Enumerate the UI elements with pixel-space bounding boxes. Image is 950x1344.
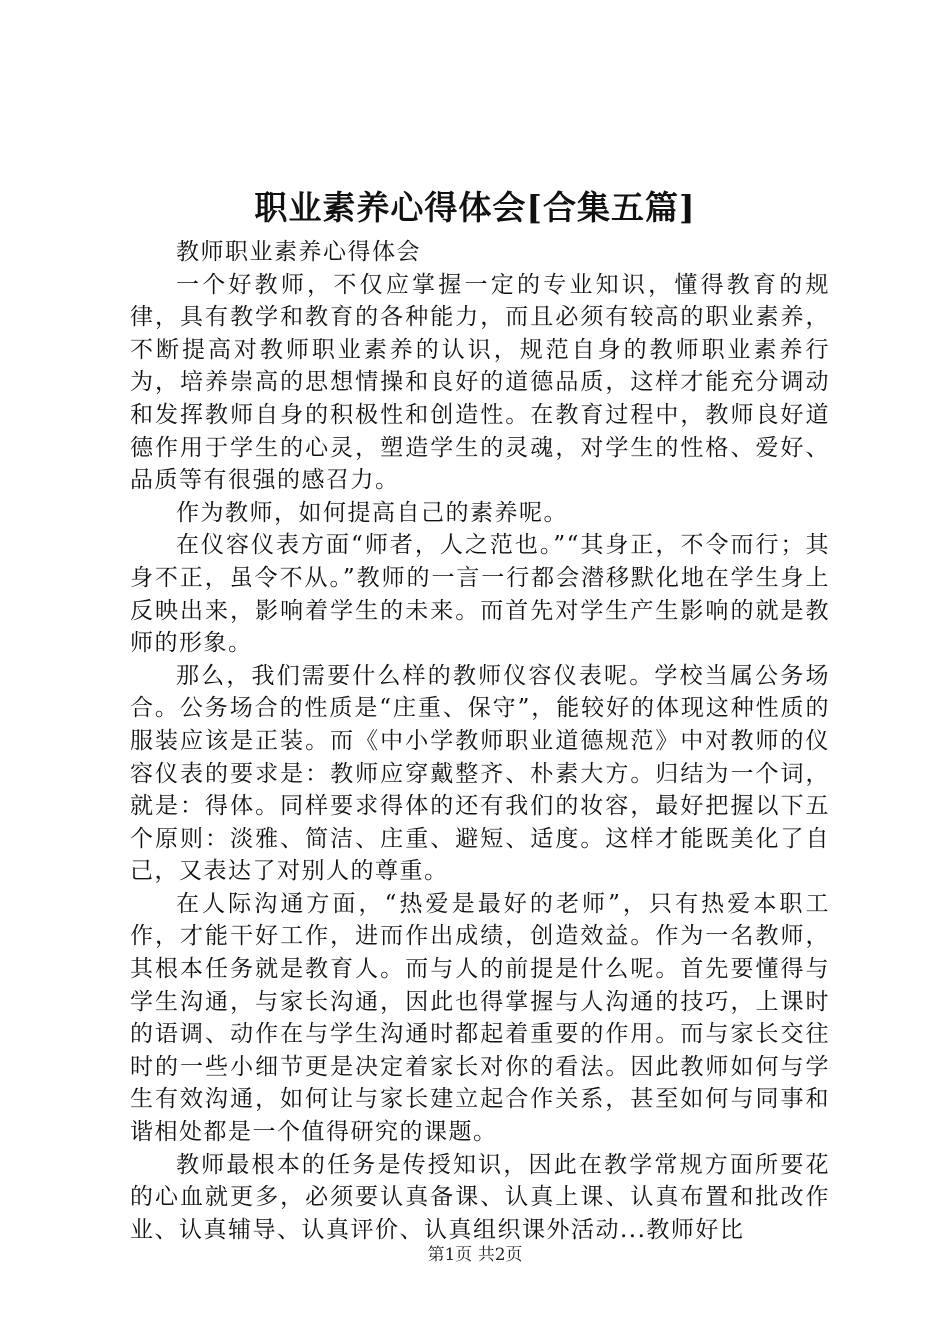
document-body [130, 236, 830, 1246]
paragraph: 教师最根本的任务是传授知识，因此在教学常规方面所要花的心血就更多，必须要认真备课、认真上课、认真布置和批改作业、认真辅导、认真评价、认真组织课外活动...教师好比 [130, 1151, 830, 1243]
paragraph: 在仪容仪表方面“师者，人之范也。”“其身正，不令而行；其身不正，虽令不从。”教师的一言一行都会潜移默化地在学生身上反映出来，影响着学生的未来。而首先对学生产生影响的就是教师的形象。 [130, 532, 830, 657]
page-footer: 第1页 共2页 [427, 1245, 523, 1265]
paragraph: 那么，我们需要什么样的教师仪容仪表呢。学校当属公务场合。公务场合的性质是“庄重、保守”，能较好的体现这种性质的服装应该是正装。而《中小学教师职业道德规范》中对教师的仪容仪表的要求是：教师应穿戴整齐、朴素大方。归结为一个词，就是：得体。同样要求得体的还有我们的妆容，最好把握以下五个原则：淡雅、简洁、庄重、避短、适度。这样才能既美化了自己，又表达了对别人的尊重。 [130, 662, 830, 885]
document-title: 职业素养心得体会[合集五篇] [254, 188, 696, 227]
paragraph: 在人际沟通方面，“热爱是最好的老师”，只有热爱本职工作，才能干好工作，进而作出成绩，创造效益。作为一名教师，其根本任务就是教育人。而与人的前提是什么呢。首先要懂得与学生沟通，与家长沟通，因此也得掌握与人沟通的技巧，上课时的语调、动作在与学生沟通时都起着重要的作用。而与家长交往时的一些小细节更是决定着家长对你的看法。因此教师如何与学生有效沟通，如何让与家长建立起合作关系，甚至如何与同事和谐相处都是一个值得研究的课题。 [130, 890, 830, 1146]
section-heading: 教师职业素养心得体会 [176, 239, 421, 265]
paragraph: 作为教师，如何提高自己的素养呢。 [176, 499, 568, 526]
paragraph: 一个好教师，不仅应掌握一定的专业知识，懂得教育的规律，具有教学和教育的各种能力，而且必须有较高的职业素养，不断提高对教师职业素养的认识，规范自身的教师职业素养行为，培养崇高的思想情操和良好的道德品质，这样才能充分调动和发挥教师自身的积极性和创造性。在教育过程中，教师良好道德作用于学生的心灵，塑造学生的灵魂，对学生的性格、爱好、品质等有很强的感召力。 [130, 271, 830, 494]
